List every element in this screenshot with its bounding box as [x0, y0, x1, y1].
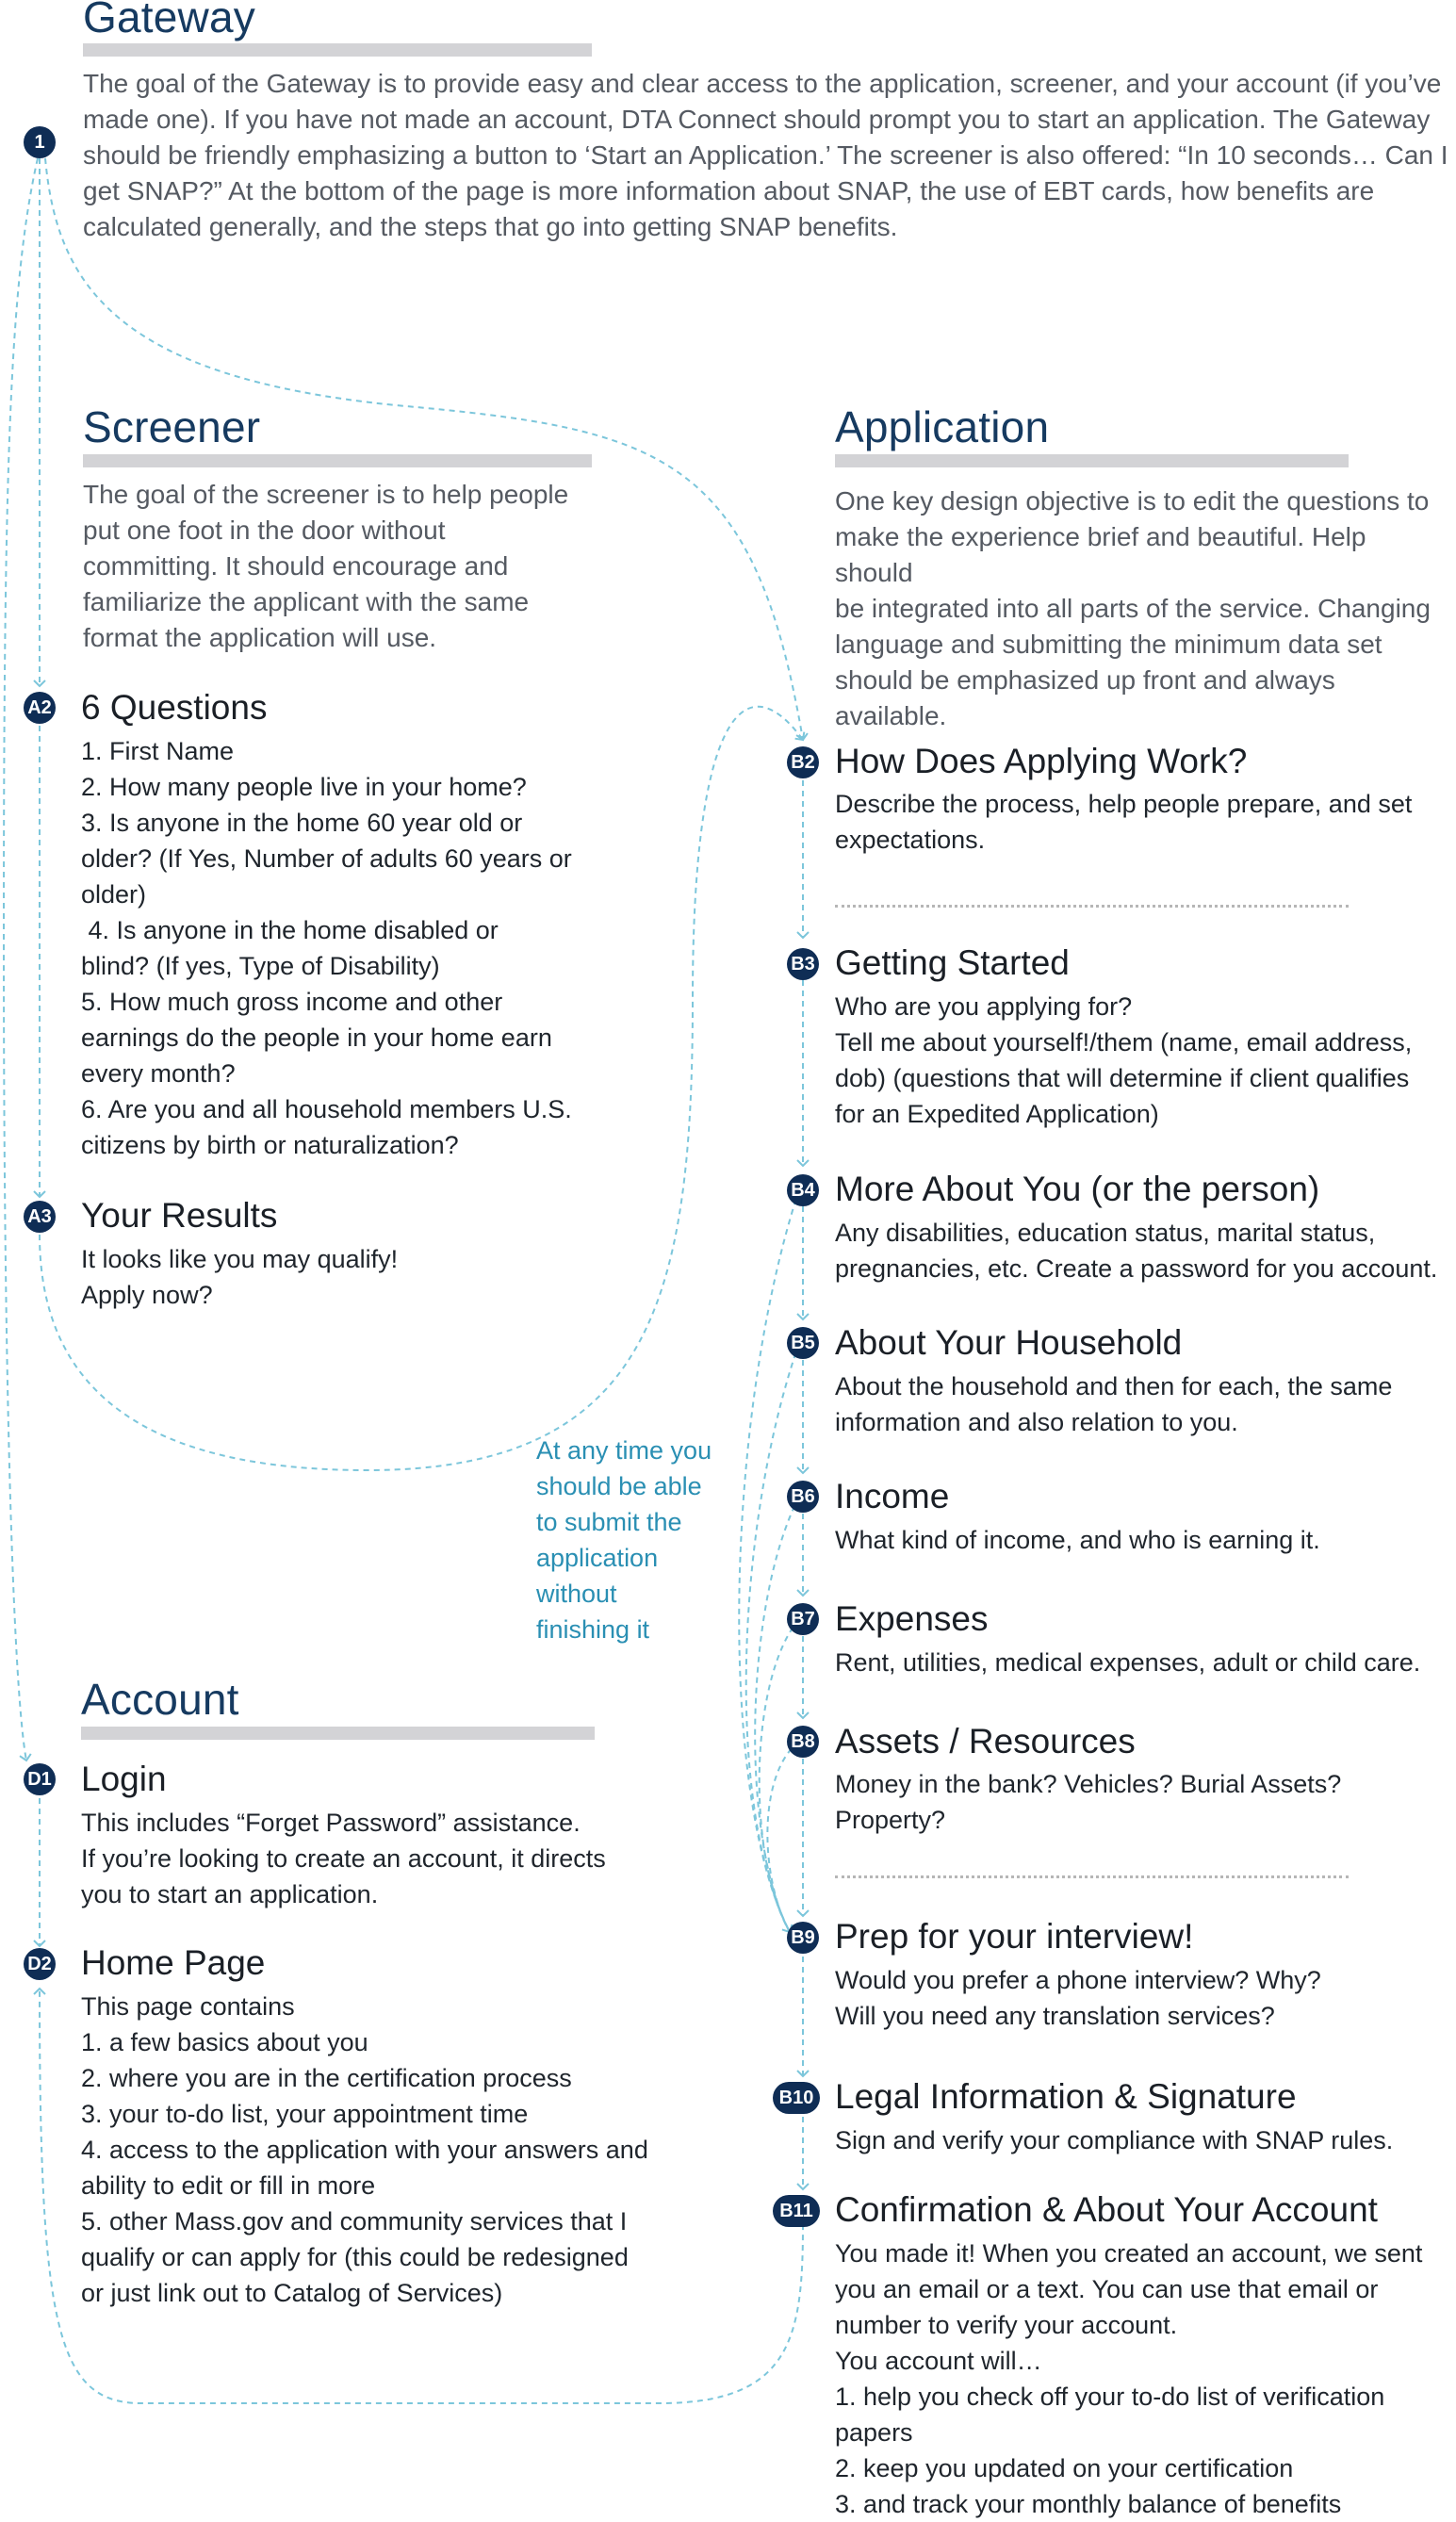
badge-gateway: 1 — [24, 126, 56, 158]
badge-b6: B6 — [787, 1481, 819, 1513]
account-title-bar — [81, 1727, 595, 1740]
step-title-about-your-household: About Your Household — [835, 1323, 1183, 1362]
badge-b10: B10 — [773, 2082, 820, 2114]
step-body-assets-resources: Money in the bank? Vehicles? Burial Assets? Property? — [835, 1770, 1342, 1834]
application-title: Application — [835, 402, 1050, 451]
badge-b7: B7 — [787, 1603, 819, 1635]
screener-description: The goal of the screener is to help people put one foot in the door without committing. It should encourage and familiarize the applicant with the same format the application will use. — [83, 480, 569, 652]
step-body-your-results: It looks like you may qualify! Apply now? — [81, 1245, 399, 1309]
badge-b4: B4 — [787, 1174, 819, 1206]
connector-bypass-b5 — [746, 1343, 799, 1932]
step-title-how-does-applying-work: How Does Applying Work? — [835, 742, 1248, 780]
step-title-confirmation: Confirmation & About Your Account — [835, 2190, 1378, 2229]
badge-a3: A3 — [24, 1201, 56, 1233]
badge-b11: B11 — [773, 2195, 820, 2227]
screener-title-bar — [83, 454, 592, 467]
badge-d1: D1 — [24, 1763, 56, 1795]
connector-gateway-login — [4, 158, 38, 1760]
step-body-expenses: Rent, utilities, medical expenses, adult or child care. — [835, 1648, 1421, 1677]
connector-bypass-b6 — [755, 1497, 799, 1932]
badge-b9: B9 — [787, 1922, 819, 1954]
divider-b8-b9 — [835, 1875, 1349, 1878]
connector-bypass-b7 — [760, 1619, 799, 1932]
step-title-assets-resources: Assets / Resources — [835, 1722, 1136, 1760]
step-title-more-about-you: More About You (or the person) — [835, 1170, 1320, 1208]
submit-anytime-note: At any time you should be able to submit the application without finishing it — [536, 1436, 712, 1644]
step-body-home-page: This page contains 1. a few basics about you 2. where you are in the certification process 3. your to-do list, your appointment time 4. access to the application with your answers and ability to edit or fill in more 5. other Mass.gov and community services that I qualify or can apply for (this could be redesigned or just link out to Catalog of Services) — [81, 1992, 648, 2307]
gateway-description: The goal of the Gateway is to provide easy and clear access to the application, screener, and your account (if you’ve made one). If you have not made an account, DTA Connect should prompt you to start an application. The Gateway should be friendly emphasizing a button to ‘Start an Application.’ The screener is also offered: “In 10 seconds… Can I get SNAP?” At the bottom of the page is more information about SNAP, the use of EBT cards, how benefits are calculated generally, and the steps that go into getting SNAP benefits. — [83, 69, 1448, 241]
connector-bypass-b8 — [767, 1742, 799, 1932]
step-body-login: This includes “Forget Password” assistance. If you’re looking to create an account, it directs you to start an application. — [81, 1809, 606, 1908]
account-title: Account — [81, 1675, 239, 1724]
badge-b8: B8 — [787, 1726, 819, 1758]
step-title-expenses: Expenses — [835, 1599, 989, 1638]
step-body-how-does-applying-work: Describe the process, help people prepare, and set expectations. — [835, 790, 1413, 854]
screener-title: Screener — [83, 402, 261, 451]
gateway-title: Gateway — [83, 0, 255, 41]
step-body-confirmation: You made it! When you created an account, we sent you an email or a text. You can use that email or number to verify your account. You account will… 1. help you check off your to-do list of verification papers 2. keep you updated on your certification 3. and track your monthly balance of benefits — [835, 2239, 1423, 2518]
step-body-more-about-you: Any disabilities, education status, marital status, pregnancies, etc. Create a password for you account. — [835, 1219, 1438, 1283]
step-body-income: What kind of income, and who is earning it. — [835, 1526, 1320, 1554]
step-title-legal-signature: Legal Information & Signature — [835, 2077, 1297, 2116]
step-body-legal-signature: Sign and verify your compliance with SNAP rules. — [835, 2126, 1394, 2154]
step-title-6-questions: 6 Questions — [81, 688, 268, 727]
step-title-login: Login — [81, 1760, 167, 1798]
step-body-getting-started: Who are you applying for? Tell me about yourself!/them (name, email address, dob) (questions that will determine if client qualifies for an Expedited Application) — [835, 992, 1413, 1128]
step-title-prep-interview: Prep for your interview! — [835, 1917, 1194, 1956]
step-title-getting-started: Getting Started — [835, 943, 1070, 982]
gateway-title-bar — [83, 43, 592, 57]
divider-b2-b3 — [835, 905, 1349, 908]
badge-b5: B5 — [787, 1327, 819, 1359]
step-title-your-results: Your Results — [81, 1196, 278, 1235]
badge-b3: B3 — [787, 948, 819, 980]
badge-b2: B2 — [787, 746, 819, 778]
step-body-prep-interview: Would you prefer a phone interview? Why? Will you need any translation services? — [835, 1966, 1321, 2030]
step-body-about-your-household: About the household and then for each, the same information and also relation to you. — [835, 1372, 1393, 1436]
badge-a2: A2 — [24, 692, 56, 724]
application-title-bar — [835, 454, 1349, 467]
badge-d2: D2 — [24, 1948, 56, 1980]
application-description: One key design objective is to edit the questions to make the experience brief and beautiful. Help should be integrated into all parts of the service. Changing language and submitting the minimum data set should be emphasized up front and always available. — [835, 486, 1431, 730]
step-title-income: Income — [835, 1477, 950, 1515]
step-title-home-page: Home Page — [81, 1943, 266, 1982]
step-body-6-questions: 1. First Name 2. How many people live in your home? 3. Is anyone in the home 60 year old or older? (If Yes, Number of adults 60 years or older) 4. Is anyone in the home disabled or blind? (If yes, Type of Disability) 5. How much gross income and other earnings do the people in your home earn every month? 6. Are you and all household members U.S. citizens by birth or naturalization? — [81, 737, 572, 1159]
